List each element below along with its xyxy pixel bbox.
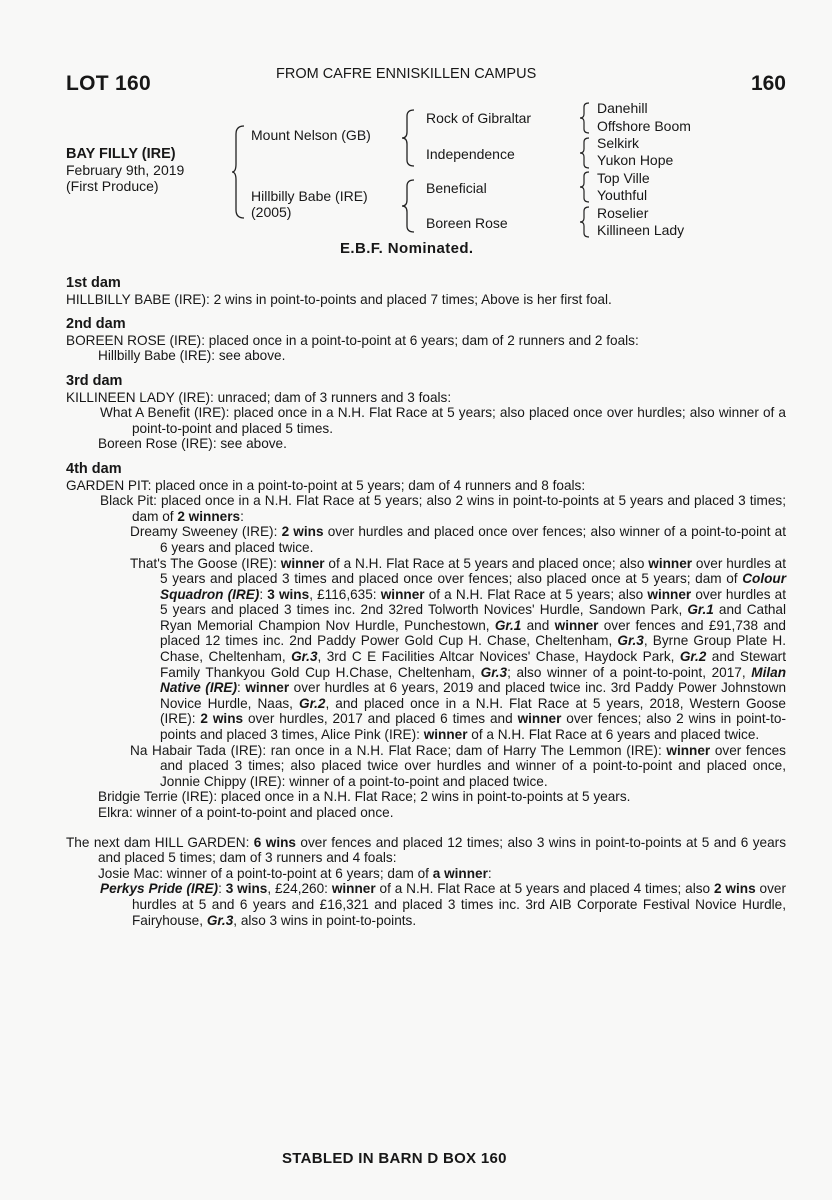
lot-label: LOT 160 xyxy=(66,72,151,95)
third-dam-produce-1: What A Benefit (IRE): placed once in a N.H. Flat Race at 5 years; also placed once over hurdles; also winner of a point-to-point and placed 5 times. xyxy=(100,405,786,436)
gg-5: Top Ville xyxy=(597,170,650,186)
gg-1: Danehill xyxy=(597,100,648,116)
lot-number: 160 xyxy=(750,72,786,95)
first-dam-text: HILLBILLY BABE (IRE): 2 wins in point-to-points and placed 7 times; Above is her first foal. xyxy=(66,291,612,307)
produce-black-pit: Black Pit: placed once in a N.H. Flat Race at 5 years; also 2 wins in point-to-points at 5 years and placed 3 times; dam of 2 winners: xyxy=(100,493,786,524)
sire-dam: Independence xyxy=(426,146,515,162)
produce-bridgie-terrie: Bridgie Terrie (IRE): placed once in a N.H. Flat Race; 2 wins in point-to-points at 5 years. xyxy=(98,789,631,805)
fourth-dam-heading: 4th dam xyxy=(66,460,122,477)
second-dam-text: BOREEN ROSE (IRE): placed once in a point-to-point at 6 years; dam of 2 runners and 2 foals: xyxy=(66,332,639,348)
dam-year: (2005) xyxy=(251,204,292,220)
gg-6: Youthful xyxy=(597,187,648,203)
gg-4: Yukon Hope xyxy=(597,152,674,168)
produce-dreamy-sweeney: Dreamy Sweeney (IRE): 2 wins over hurdles and placed once over fences; also winner of a point-to-point at 6 years and placed twice. xyxy=(130,524,787,555)
next-dam-text: The next dam HILL GARDEN: 6 wins over fences and placed 12 times; also 3 wins in point-to-points at 5 and 6 years and placed 5 times; dam of 3 runners and 4 foals: xyxy=(66,834,786,866)
third-dam-produce-2: Boreen Rose (IRE): see above. xyxy=(98,436,287,452)
gg-7: Roselier xyxy=(597,205,649,221)
produce-josie-mac: Josie Mac: winner of a point-to-point at 6 years; dam of a winner: xyxy=(98,865,492,881)
foaling-date: February 9th, 2019 xyxy=(66,162,185,178)
produce-na-habair-tada: Na Habair Tada (IRE): ran once in a N.H. Flat Race; dam of Harry The Lemmon (IRE): winner over fences and placed 3 times; also placed twice over hurdles and winner of a point-to-point and placed once, Jonnie Chippy (IRE): winner of a point-to-point and placed twice. xyxy=(130,742,786,789)
horse-name: BAY FILLY (IRE) xyxy=(66,146,176,162)
produce-perkys-pride: Perkys Pride (IRE): 3 wins, £24,260: winner of a N.H. Flat Race at 5 years and placed 4 times; also 2 wins over hurdles at 5 and 6 years and £16,321 and placed 3 times inc. 3rd AIB Corporate Festival Novice Hurdle, Fairyhouse, Gr.3, also 3 wins in point-to-points. xyxy=(100,881,786,928)
fourth-dam-text: GARDEN PIT: placed once in a point-to-point at 5 years; dam of 4 runners and 8 foals: xyxy=(66,477,586,493)
pedigree-brace-dam xyxy=(402,178,416,234)
pedigree-brace-g4 xyxy=(579,206,591,238)
sire: Mount Nelson (GB) xyxy=(251,127,371,143)
pedigree-brace-g1 xyxy=(579,102,591,134)
produce-elkra: Elkra: winner of a point-to-point and placed once. xyxy=(98,805,394,820)
gg-2: Offshore Boom xyxy=(597,118,691,134)
second-dam-heading: 2nd dam xyxy=(66,316,126,333)
gg-3: Selkirk xyxy=(597,135,640,151)
pedigree-brace-sire xyxy=(402,108,416,168)
gg-8: Killineen Lady xyxy=(597,222,685,238)
ebf-nomination: E.B.F. Nominated. xyxy=(340,240,474,257)
pedigree-brace-main xyxy=(232,124,246,220)
third-dam-heading: 3rd dam xyxy=(66,372,123,389)
sire-sire: Rock of Gibraltar xyxy=(426,110,532,126)
first-dam-heading: 1st dam xyxy=(66,275,121,291)
pedigree-brace-g2 xyxy=(579,137,591,169)
produce-thats-the-goose: That's The Goose (IRE): winner of a N.H. Flat Race at 5 years and placed once; also winner over hurdles at 5 years and placed 3 times and placed once over fences; also placed once at 5 years; dam of Colour Squadron (IRE): 3 wins, £116,635: winner of a N.H. Flat Race at 5 years; also winner over hurdles at 5 years and placed 3 times inc. 2nd 32red Tolworth Novices' Hurdle, Sandown Park, Gr.1 and Cathal Ryan Memorial Champion Nov Hurdle, Punchestown, Gr.1 and winner over fences and £91,738 and placed 12 times inc. 2nd Paddy Power Gold Cup H. Chase, Cheltenham, Gr.3, Byrne Group Plate H. Chase, Cheltenham, Gr.3, 3rd C E Facilities Altcar Novices' Chase, Haydock Park, Gr.2 and Stewart Family Thankyou Gold Cup H.Chase, Cheltenham, Gr.3; also winner of a point-to-point, 2017, Milan Native (IRE): winner over hurdles at 6 years, 2019 and placed twice inc. 3rd Paddy Power Johnstown Novice Hurdle, Naas, Gr.2, and placed once in a N.H. Flat Race at 5 years, 2018, Western Goose (IRE): 2 wins over hurdles, 2017 and placed 6 times and winner over fences; also 2 wins in point-to-points and placed 3 times, Alice Pink (IRE): winner of a N.H. Flat Race at 6 years and placed twice. xyxy=(130,555,787,743)
third-dam-text: KILLINEEN LADY (IRE): unraced; dam of 3 runners and 3 foals: xyxy=(66,389,452,405)
dam-name: Hillbilly Babe (IRE) xyxy=(251,188,368,204)
dam-dam: Boreen Rose xyxy=(426,215,508,231)
pedigree-brace-g3 xyxy=(579,171,591,203)
consignor: FROM CAFRE ENNISKILLEN CAMPUS xyxy=(276,66,537,82)
stabling-info: STABLED IN BARN D BOX 160 xyxy=(282,1150,507,1167)
horse-info xyxy=(66,146,184,194)
second-dam-produce: Hillbilly Babe (IRE): see above. xyxy=(98,348,286,364)
catalogue-body xyxy=(66,276,786,928)
produce-note: (First Produce) xyxy=(66,178,159,194)
dam-sire: Beneficial xyxy=(426,180,487,196)
